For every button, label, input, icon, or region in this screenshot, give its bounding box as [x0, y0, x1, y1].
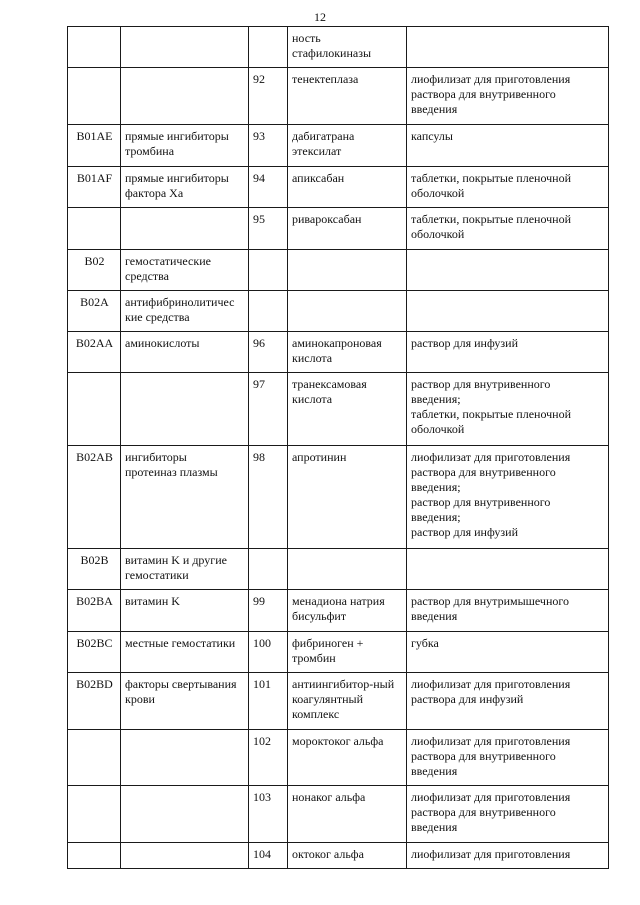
atc-code-cell: [68, 730, 121, 786]
row-number-cell: 94: [249, 167, 288, 208]
drug-name-cell: транексамовая кислота: [288, 373, 407, 446]
atc-code-cell: [68, 208, 121, 250]
drug-name-cell: апротинин: [288, 446, 407, 549]
atc-code-cell: B01AF: [68, 167, 121, 208]
row-number-cell: 103: [249, 786, 288, 843]
table-row: [68, 373, 609, 446]
group-name-cell: прямые ингибиторы фактора Xa: [121, 167, 249, 208]
dosage-form-cell: [407, 250, 609, 291]
table-row: [68, 250, 609, 291]
table-row: [68, 125, 609, 167]
group-name-cell: [121, 27, 249, 68]
group-name-cell: местные гемостатики: [121, 632, 249, 673]
group-name-cell: [121, 208, 249, 250]
drug-name-cell: [288, 250, 407, 291]
row-number-cell: 100: [249, 632, 288, 673]
group-name-cell: аминокислоты: [121, 332, 249, 373]
row-number-cell: [249, 549, 288, 590]
group-name-cell: прямые ингибиторы тромбина: [121, 125, 249, 167]
table-row: [68, 332, 609, 373]
row-number-cell: 98: [249, 446, 288, 549]
drug-name-cell: нонаког альфа: [288, 786, 407, 843]
atc-code-cell: B02BC: [68, 632, 121, 673]
atc-code-cell: B02AB: [68, 446, 121, 549]
drug-name-cell: апиксабан: [288, 167, 407, 208]
drug-name-cell: дабигатрана этексилат: [288, 125, 407, 167]
atc-code-cell: B02A: [68, 291, 121, 332]
atc-code-cell: B02BA: [68, 590, 121, 632]
table-row: [68, 590, 609, 632]
drug-name-cell: ривароксабан: [288, 208, 407, 250]
row-number-cell: 101: [249, 673, 288, 730]
table-row: [68, 632, 609, 673]
drug-name-cell: мороктоког альфа: [288, 730, 407, 786]
row-number-cell: [249, 27, 288, 68]
drug-name-cell: ность стафилокиназы: [288, 27, 407, 68]
table-row: [68, 208, 609, 250]
dosage-form-cell: лиофилизат для приготовления раствора для внутривенного введения: [407, 730, 609, 786]
group-name-cell: [121, 373, 249, 446]
table-row: [68, 291, 609, 332]
row-number-cell: 104: [249, 843, 288, 869]
table-row: [68, 730, 609, 786]
drug-name-cell: [288, 291, 407, 332]
atc-code-cell: [68, 27, 121, 68]
dosage-form-cell: раствор для инфузий: [407, 332, 609, 373]
dosage-form-cell: губка: [407, 632, 609, 673]
atc-code-cell: [68, 373, 121, 446]
drug-name-cell: аминокапроновая кислота: [288, 332, 407, 373]
row-number-cell: [249, 291, 288, 332]
dosage-form-cell: раствор для внутривенного введения; таблетки, покрытые пленочной оболочкой: [407, 373, 609, 446]
group-name-cell: ингибиторы протеиназ плазмы: [121, 446, 249, 549]
atc-code-cell: B02: [68, 250, 121, 291]
dosage-form-cell: лиофилизат для приготовления раствора для внутривенного введения; раствор для внутривенного введения; раствор для инфузий: [407, 446, 609, 549]
group-name-cell: [121, 730, 249, 786]
atc-code-cell: B01AE: [68, 125, 121, 167]
table-row: [68, 549, 609, 590]
row-number-cell: 99: [249, 590, 288, 632]
dosage-form-cell: лиофилизат для приготовления раствора для внутривенного введения: [407, 786, 609, 843]
dosage-form-cell: [407, 27, 609, 68]
atc-code-cell: B02BD: [68, 673, 121, 730]
dosage-form-cell: таблетки, покрытые пленочной оболочкой: [407, 208, 609, 250]
atc-code-cell: [68, 843, 121, 869]
table-row: [68, 673, 609, 730]
row-number-cell: 92: [249, 68, 288, 125]
group-name-cell: [121, 68, 249, 125]
row-number-cell: 102: [249, 730, 288, 786]
drug-table: [67, 26, 609, 869]
row-number-cell: 93: [249, 125, 288, 167]
page-number: 12: [314, 10, 326, 24]
atc-code-cell: [68, 786, 121, 843]
dosage-form-cell: лиофилизат для приготовления: [407, 843, 609, 869]
group-name-cell: антифибринолитичес кие средства: [121, 291, 249, 332]
drug-name-cell: тенектеплаза: [288, 68, 407, 125]
dosage-form-cell: [407, 291, 609, 332]
drug-name-cell: [288, 549, 407, 590]
dosage-form-cell: [407, 549, 609, 590]
dosage-form-cell: таблетки, покрытые пленочной оболочкой: [407, 167, 609, 208]
group-name-cell: [121, 843, 249, 869]
group-name-cell: витамин K и другие гемостатики: [121, 549, 249, 590]
group-name-cell: факторы свертывания крови: [121, 673, 249, 730]
dosage-form-cell: лиофилизат для приготовления раствора для внутривенного введения: [407, 68, 609, 125]
dosage-form-cell: раствор для внутримышечного введения: [407, 590, 609, 632]
table-row: [68, 843, 609, 869]
table-row: [68, 446, 609, 549]
table-row: [68, 786, 609, 843]
drug-name-cell: фибриноген + тромбин: [288, 632, 407, 673]
drug-name-cell: менадиона натрия бисульфит: [288, 590, 407, 632]
row-number-cell: 97: [249, 373, 288, 446]
group-name-cell: витамин K: [121, 590, 249, 632]
row-number-cell: 95: [249, 208, 288, 250]
dosage-form-cell: капсулы: [407, 125, 609, 167]
group-name-cell: гемостатические средства: [121, 250, 249, 291]
drug-name-cell: антиингибитор-ный коагулянтный комплекс: [288, 673, 407, 730]
table-row: [68, 27, 609, 68]
atc-code-cell: [68, 68, 121, 125]
atc-code-cell: B02B: [68, 549, 121, 590]
group-name-cell: [121, 786, 249, 843]
table-row: [68, 167, 609, 208]
drug-name-cell: октоког альфа: [288, 843, 407, 869]
row-number-cell: [249, 250, 288, 291]
row-number-cell: 96: [249, 332, 288, 373]
dosage-form-cell: лиофилизат для приготовления раствора для инфузий: [407, 673, 609, 730]
atc-code-cell: B02AA: [68, 332, 121, 373]
table-row: [68, 68, 609, 125]
